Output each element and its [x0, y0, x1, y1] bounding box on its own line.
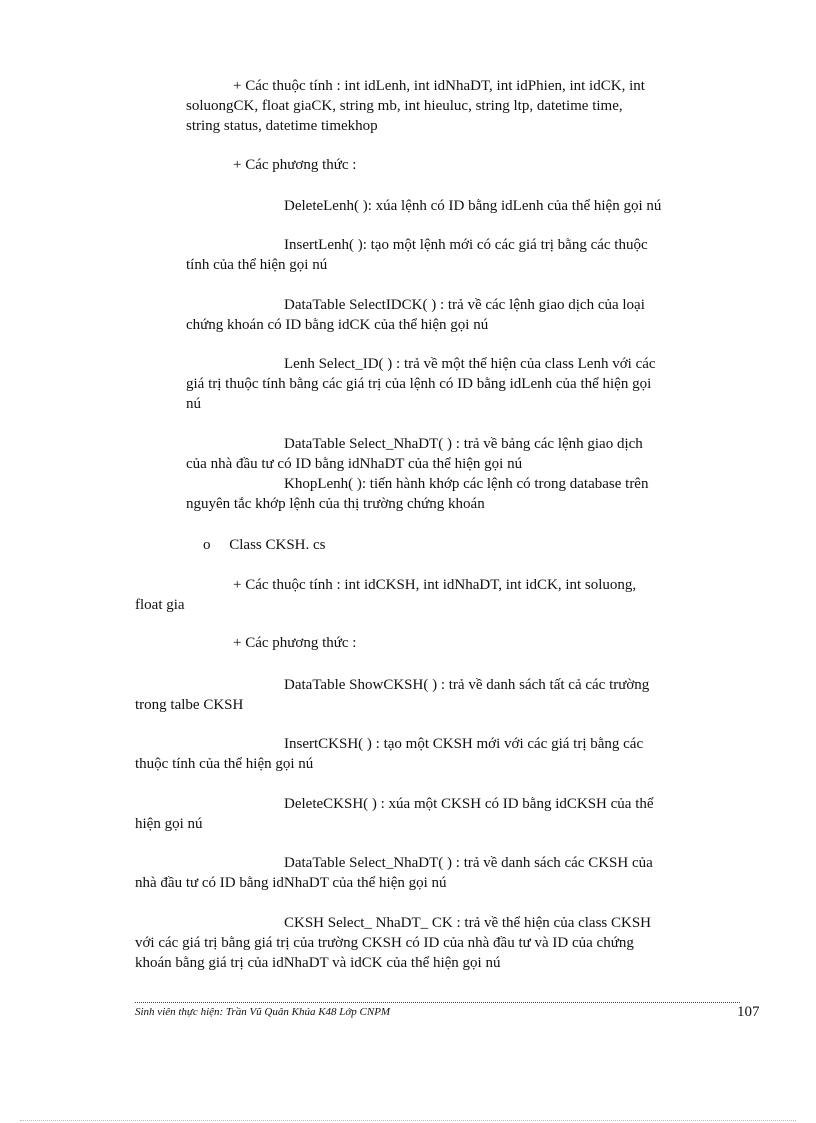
page-number: 107 [737, 1004, 760, 1020]
text-line: InsertCKSH( ) : tạo một CKSH mới với các giá trị bằng các [284, 736, 644, 752]
text-line: DataTable Select_NhaDT( ) : trả về bảng các lệnh giao dịch [284, 436, 643, 452]
text-line: DataTable ShowCKSH( ) : trả về danh sách tất cả các trường [284, 677, 650, 693]
text-line: nhà đầu tư có ID bằng idNhaDT của thể hiện gọi nú [135, 875, 447, 891]
text-line: InsertLenh( ): tạo một lệnh mới có các giá trị bằng các thuộc [284, 237, 648, 253]
footer-author: Sinh viên thực hiện: Trần Vũ Quân Khúa K48 Lớp CNPM [135, 1006, 391, 1018]
text-line: trong talbe CKSH [135, 697, 244, 713]
text-line: khoán bằng giá trị của idNhaDT và idCK của thể hiện gọi nú [135, 955, 501, 971]
text-line: + Các thuộc tính : int idCKSH, int idNhaDT, int idCK, int soluong, [233, 577, 637, 593]
text-line: giá trị thuộc tính bằng các giá trị của lệnh có ID bằng idLenh của thể hiện gọi [186, 376, 652, 392]
text-line: chứng khoán có ID bằng idCK của thể hiện gọi nú [186, 317, 489, 333]
text-line: float gia [135, 597, 185, 613]
text-line: với các giá trị bằng giá trị của trường CKSH có ID của nhà đầu tư và ID của chứng [135, 935, 634, 951]
text-line: Lenh Select_ID( ) : trả về một thể hiện của class Lenh với các [284, 356, 656, 372]
text-line: DeleteLenh( ): xúa lệnh có ID bằng idLenh của thể hiện gọi nú [284, 198, 662, 214]
page-bottom-divider [20, 1120, 796, 1121]
text-line: + Các thuộc tính : int idLenh, int idNhaDT, int idPhien, int idCK, int [233, 78, 645, 94]
text-line: soluongCK, float giaCK, string mb, int hieuluc, string ltp, datetime time, [186, 98, 623, 114]
text-line: thuộc tính của thể hiện gọi nú [135, 756, 314, 772]
text-line: nú [186, 396, 201, 412]
text-line: + Các phương thức : [233, 157, 357, 173]
text-line: + Các phương thức : [233, 635, 357, 651]
text-line: tính của thể hiện gọi nú [186, 257, 328, 273]
text-line: string status, datetime timekhop [186, 118, 378, 134]
text-line: CKSH Select_ NhaDT_ CK : trả về thể hiện của class CKSH [284, 915, 652, 931]
class-heading: o Class CKSH. cs [203, 537, 326, 553]
text-line: nguyên tắc khớp lệnh của thị trường chứng khoán [186, 496, 485, 512]
text-line: DeleteCKSH( ) : xúa một CKSH có ID bằng idCKSH của thể [284, 796, 654, 812]
text-line: DataTable Select_NhaDT( ) : trả về danh sách các CKSH của [284, 855, 653, 871]
text-line: KhopLenh( ): tiến hành khớp các lệnh có trong database trên [284, 476, 649, 492]
text-line: DataTable SelectIDCK( ) : trả về các lệnh giao dịch của loại [284, 297, 645, 313]
footer-divider [135, 1002, 740, 1003]
text-line: hiện gọi nú [135, 816, 203, 832]
text-line: của nhà đầu tư có ID bằng idNhaDT của thể hiện gọi nú [186, 456, 523, 472]
